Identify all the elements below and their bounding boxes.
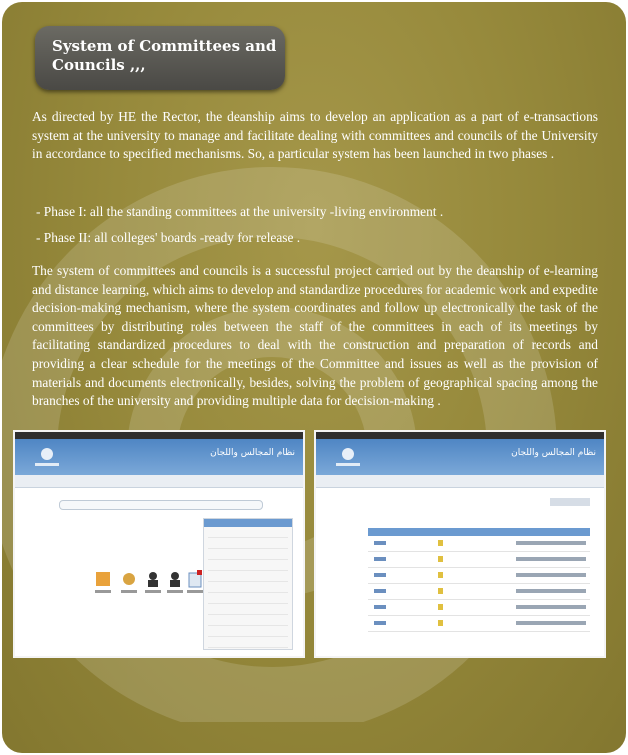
- sidebar-row: [208, 594, 288, 604]
- table-title: [550, 498, 590, 506]
- app-sidebar: [203, 518, 293, 650]
- sidebar-row: [208, 583, 288, 593]
- sidebar-row: [208, 528, 288, 538]
- app-body: [15, 488, 303, 656]
- app-top-bar: [316, 432, 604, 439]
- sidebar-header: [204, 519, 292, 527]
- app-nav-bar: [316, 475, 604, 488]
- table-row: [368, 584, 590, 600]
- app-header: [15, 439, 303, 475]
- phase-list: [36, 203, 596, 254]
- body-paragraph: The system of committees and councils is a successful project carried out by the deanship of e-learning and distance learning, which aims to develop and standardize procedures for academic work and expedite decision-making mechanism, where the system coordinates and follow up electronically the task of the committees by distributing roles between the staff of the committees in each of its meetings by facilitating standardized procedures to deal with the construction and preparation of records and providing a clear schedule for the meetings of the Committee and issues as well as the provision of materials and documents electronically, besides, solving the problem of geographical spacing among the branches of the university and providing multiple data for decision-making .: [32, 263, 598, 409]
- screenshot-committees: [314, 430, 606, 658]
- tile-icon: [165, 570, 185, 596]
- app-top-bar: [15, 432, 303, 439]
- tile-icon: [93, 570, 113, 596]
- app-nav-bar: [15, 475, 303, 488]
- sidebar-row: [208, 539, 288, 549]
- tile-icon: [143, 570, 163, 596]
- table-row: [368, 600, 590, 616]
- app-header: [316, 439, 604, 475]
- phase-item: - Phase II: all colleges' boards -ready for release .: [36, 229, 301, 245]
- tile-icon: [185, 570, 205, 596]
- table-row: [368, 536, 590, 552]
- title-line-2: Councils ,,,: [52, 56, 146, 74]
- title-line-1: System of Committees and: [52, 37, 277, 55]
- app-body: [316, 488, 604, 656]
- section-title-box: [35, 26, 285, 90]
- table-row: [368, 552, 590, 568]
- university-logo-icon: [29, 445, 65, 471]
- sidebar-row: [208, 561, 288, 571]
- sidebar-row: [208, 649, 288, 658]
- app-title: نظام المجالس واللجان: [210, 448, 295, 458]
- sidebar-row: [208, 572, 288, 582]
- table-row: [368, 616, 590, 632]
- intro-paragraph: As directed by HE the Rector, the deanship aims to develop an application as a part of e-transactions system at the university to manage and facilitate dealing with committees and councils of the University in accordance to specified mechanisms. So, a particular system has been launched in two phases .: [32, 109, 598, 162]
- notice-strip: [59, 500, 263, 510]
- sidebar-row: [208, 627, 288, 637]
- committees-table: [368, 528, 590, 632]
- sidebar-row: [208, 550, 288, 560]
- sidebar-row: [208, 605, 288, 615]
- screenshot-home: [13, 430, 305, 658]
- table-header: [368, 528, 590, 536]
- tile-icon: [119, 570, 139, 596]
- app-title: نظام المجالس واللجان: [511, 448, 596, 458]
- sidebar-row: [208, 638, 288, 648]
- table-row: [368, 568, 590, 584]
- university-logo-icon: [330, 445, 366, 471]
- section-title: [52, 37, 282, 75]
- phase-item: - Phase I: all the standing committees at the university -living environment .: [36, 204, 444, 219]
- sidebar-row: [208, 616, 288, 626]
